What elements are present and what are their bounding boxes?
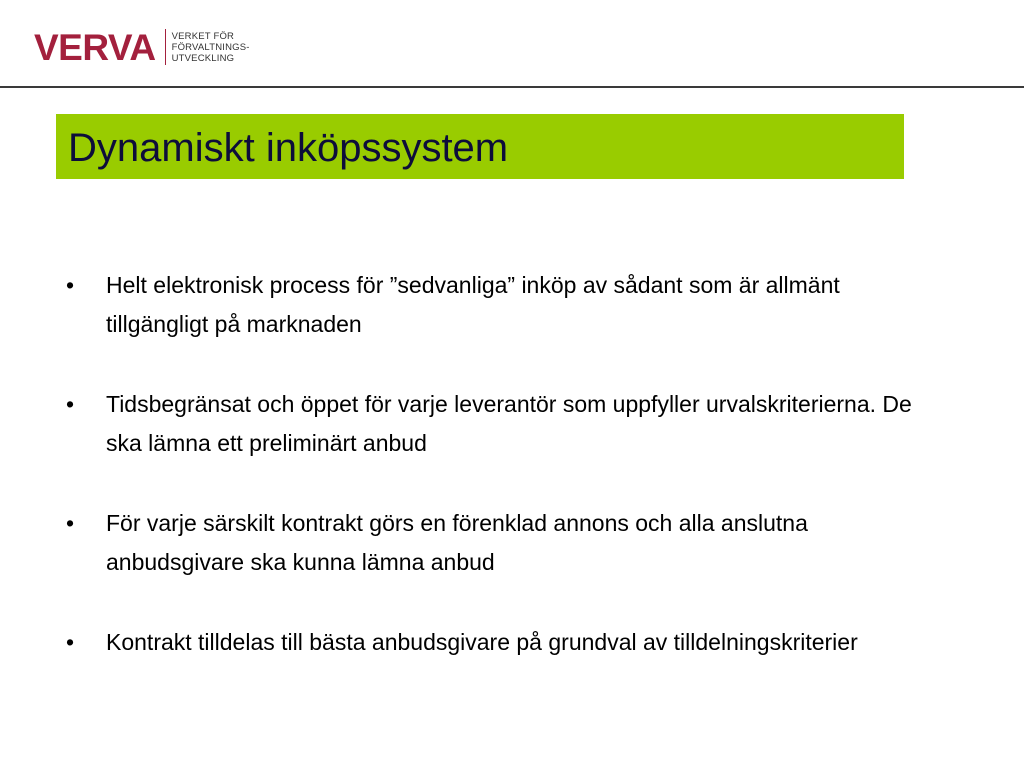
bullet-marker: • <box>66 272 75 298</box>
bullet-text: Tidsbegränsat och öppet för varje leverantör som uppfyller urvalskriterierna. De ska lämna ett preliminärt anbud <box>106 391 912 456</box>
title-banner <box>56 114 904 179</box>
logo-tagline-line-2: FÖRVALTNINGS- <box>171 41 250 53</box>
bullet-text: Kontrakt tilldelas till bästa anbudsgivare på grundval av tilldelningskriterier <box>106 629 858 655</box>
logo-tagline <box>172 31 250 64</box>
slide-title: Dynamiskt inköpssystem <box>68 125 509 170</box>
bullet-text: Helt elektronisk process för ”sedvanliga” inköp av sådant som är allmänt tillgängligt på marknaden <box>106 272 840 337</box>
bullet-item <box>62 504 932 582</box>
verva-logo <box>34 27 250 67</box>
logo-tagline-line-3: UTVECKLING <box>171 52 235 64</box>
bullet-marker: • <box>66 391 75 417</box>
bullet-item <box>62 385 932 463</box>
bullet-marker: • <box>66 510 75 536</box>
logo-tagline-line-1: VERKET FÖR <box>171 30 235 42</box>
header-divider <box>0 86 1024 88</box>
bullet-list <box>62 266 932 703</box>
logo-separator <box>165 29 166 65</box>
bullet-marker: • <box>66 629 75 655</box>
bullet-text: För varje särskilt kontrakt görs en förenklad annons och alla anslutna anbudsgivare ska kunna lämna anbud <box>106 510 808 575</box>
logo-wordmark: VERVA <box>34 26 156 68</box>
bullet-item <box>62 266 932 344</box>
bullet-item <box>62 623 932 662</box>
